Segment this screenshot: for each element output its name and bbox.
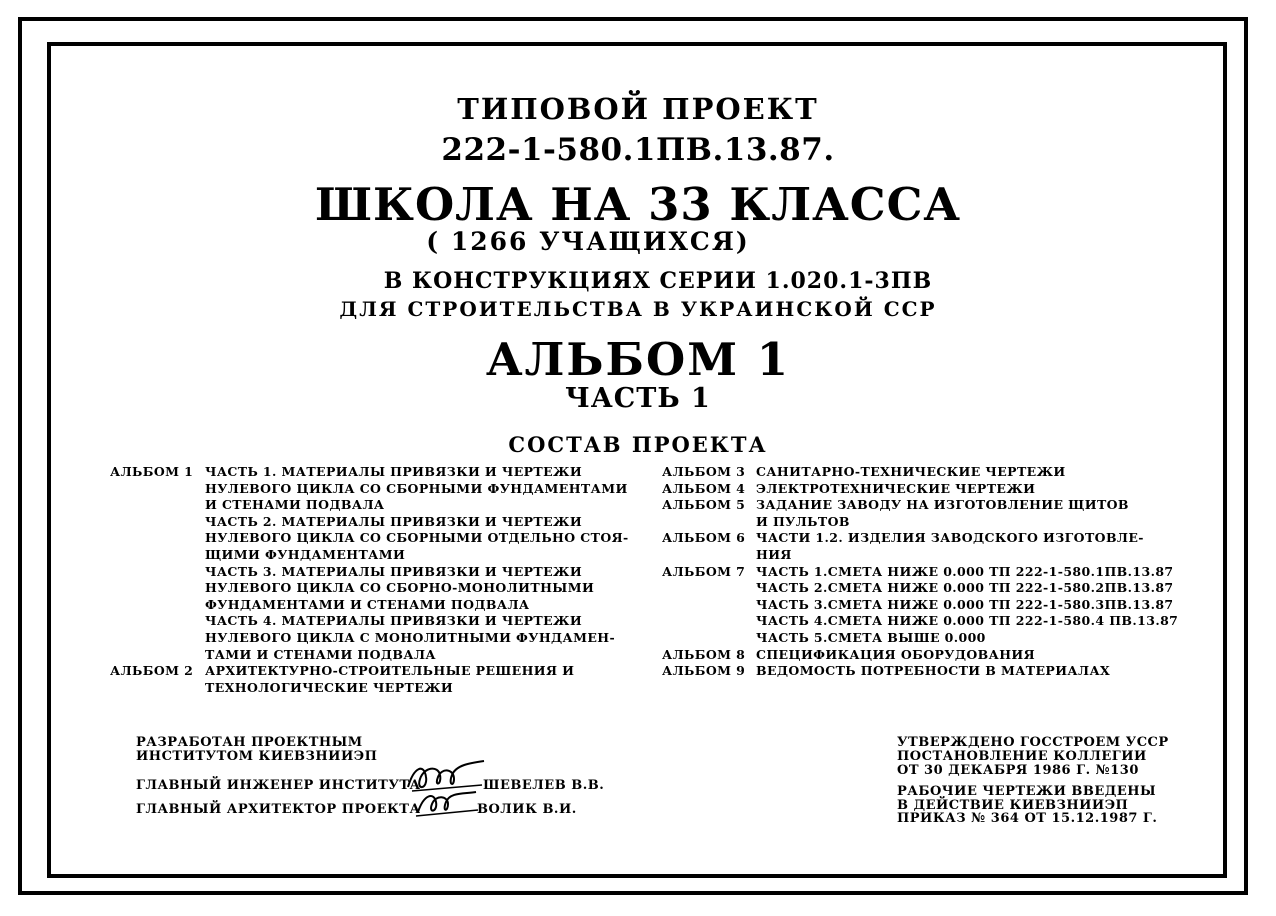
document-title: ШКОЛА НА 33 КЛАССА [314,178,962,231]
approval-line1: УТВЕРЖДЕНО ГОССТРОЕМ УССР [897,735,1169,750]
list-item: АЛЬБОМ 1 ЧАСТЬ 1. МАТЕРИАЛЫ ПРИВЯЗКИ И ЧЕРТЕЖИ [110,464,583,479]
developer-line2: ИНСТИТУТОМ КИЕВЗНИИЭП [136,749,378,764]
list-item: ЧАСТЬ 4.СМЕТА НИЖЕ 0.000 ТП 222-1-580.4 ПВ.13.87 [756,613,1179,629]
list-item: АЛЬБОМ 8 СПЕЦИФИКАЦИЯ ОБОРУДОВАНИЯ [662,646,1036,662]
list-item: ЧАСТЬ 4. МАТЕРИАЛЫ ПРИВЯЗКИ И ЧЕРТЕЖИ [205,613,583,629]
chief-architect-role: ГЛАВНЫЙ АРХИТЕКТОР ПРОЕКТА [136,802,421,817]
list-item: АЛЬБОМ 7 ЧАСТЬ 1.СМЕТА НИЖЕ 0.000 ТП 222-1-580.1ПВ.13.87 [662,563,1174,579]
project-type: ТИПОВОЙ ПРОЕКТ [457,92,819,126]
list-item: АЛЬБОМ 5 ЗАДАНИЕ ЗАВОДУ НА ИЗГОТОВЛЕНИЕ ЩИТОВ [662,497,1129,513]
approval-line3: ОТ 30 ДЕКАБРЯ 1986 Г. №130 [897,763,1139,778]
list-item: ТАМИ И СТЕНАМИ ПОДВАЛА [205,646,436,662]
composition-left-column [110,464,640,696]
list-item: НУЛЕВОГО ЦИКЛА С МОНОЛИТНЫМИ ФУНДАМЕН- [205,629,616,645]
album-title: АЛЬБОМ 1 [485,333,791,386]
list-item: НИЯ [756,546,792,562]
list-item: И ПУЛЬТОВ [756,513,850,529]
developer-line1: РАЗРАБОТАН ПРОЕКТНЫМ [136,735,363,750]
list-item: ЩИМИ ФУНДАМЕНТАМИ [205,546,406,562]
order-line2: В ДЕЙСТВИЕ КИЕВЗНИИЭП [897,798,1129,813]
approval-line2: ПОСТАНОВЛЕНИЕ КОЛЛЕГИИ [897,749,1147,764]
list-item: НУЛЕВОГО ЦИКЛА СО СБОРНЫМИ ФУНДАМЕНТАМИ [205,480,628,496]
list-item: АЛЬБОМ 6 ЧАСТИ 1.2. ИЗДЕЛИЯ ЗАВОДСКОГО ИЗГОТОВЛЕ- [662,530,1144,546]
chief-engineer-name: ШЕВЕЛЕВ В.В. [483,778,605,793]
list-item: ЧАСТЬ 3.СМЕТА НИЖЕ 0.000 ТП 222-1-580.3ПВ.13.87 [756,596,1174,612]
chief-architect-signature [412,786,482,820]
list-item: ЧАСТЬ 2. МАТЕРИАЛЫ ПРИВЯЗКИ И ЧЕРТЕЖИ [205,513,583,529]
list-item: ЧАСТЬ 2.СМЕТА НИЖЕ 0.000 ТП 222-1-580.2ПВ.13.87 [756,580,1174,596]
list-item: АЛЬБОМ 4 ЭЛЕКТРОТЕХНИЧЕСКИЕ ЧЕРТЕЖИ [662,480,1036,496]
series-line: В КОНСТРУКЦИЯХ СЕРИИ 1.020.1-3ПВ [383,268,933,294]
list-item: ЧАСТЬ 3. МАТЕРИАЛЫ ПРИВЯЗКИ И ЧЕРТЕЖИ [205,563,583,579]
list-item: НУЛЕВОГО ЦИКЛА СО СБОРНО-МОНОЛИТНЫМИ [205,580,595,596]
composition-heading: СОСТАВ ПРОЕКТА [508,432,768,457]
composition-right-column [662,464,1182,680]
list-item: НУЛЕВОГО ЦИКЛА СО СБОРНЫМИ ОТДЕЛЬНО СТОЯ- [205,530,629,546]
list-item: ТЕХНОЛОГИЧЕСКИЕ ЧЕРТЕЖИ [205,679,454,695]
order-line1: РАБОЧИЕ ЧЕРТЕЖИ ВВЕДЕНЫ [897,784,1157,799]
list-item: АЛЬБОМ 9 ВЕДОМОСТЬ ПОТРЕБНОСТИ В МАТЕРИАЛАХ [662,663,1111,679]
document-subtitle: ( 1266 УЧАЩИХСЯ) [426,227,750,256]
chief-engineer-role: ГЛАВНЫЙ ИНЖЕНЕР ИНСТИТУТА [136,778,421,793]
region-line: ДЛЯ СТРОИТЕЛЬСТВА В УКРАИНСКОЙ ССР [339,297,937,321]
part-title: ЧАСТЬ 1 [565,383,711,414]
chief-architect-name: ВОЛИК В.И. [477,802,577,817]
list-item: АЛЬБОМ 3 САНИТАРНО-ТЕХНИЧЕСКИЕ ЧЕРТЕЖИ [662,464,1066,479]
order-line3: ПРИКАЗ № 364 ОТ 15.12.1987 Г. [897,811,1158,826]
list-item: ЧАСТЬ 5.СМЕТА ВЫШЕ 0.000 [756,629,986,645]
project-code: 222-1-580.1ПВ.13.87. [441,132,835,168]
list-item: ФУНДАМЕНТАМИ И СТЕНАМИ ПОДВАЛА [205,596,530,612]
list-item: И СТЕНАМИ ПОДВАЛА [205,497,385,513]
list-item: АЛЬБОМ 2 АРХИТЕКТУРНО-СТРОИТЕЛЬНЫЕ РЕШЕНИЯ И [110,663,575,679]
